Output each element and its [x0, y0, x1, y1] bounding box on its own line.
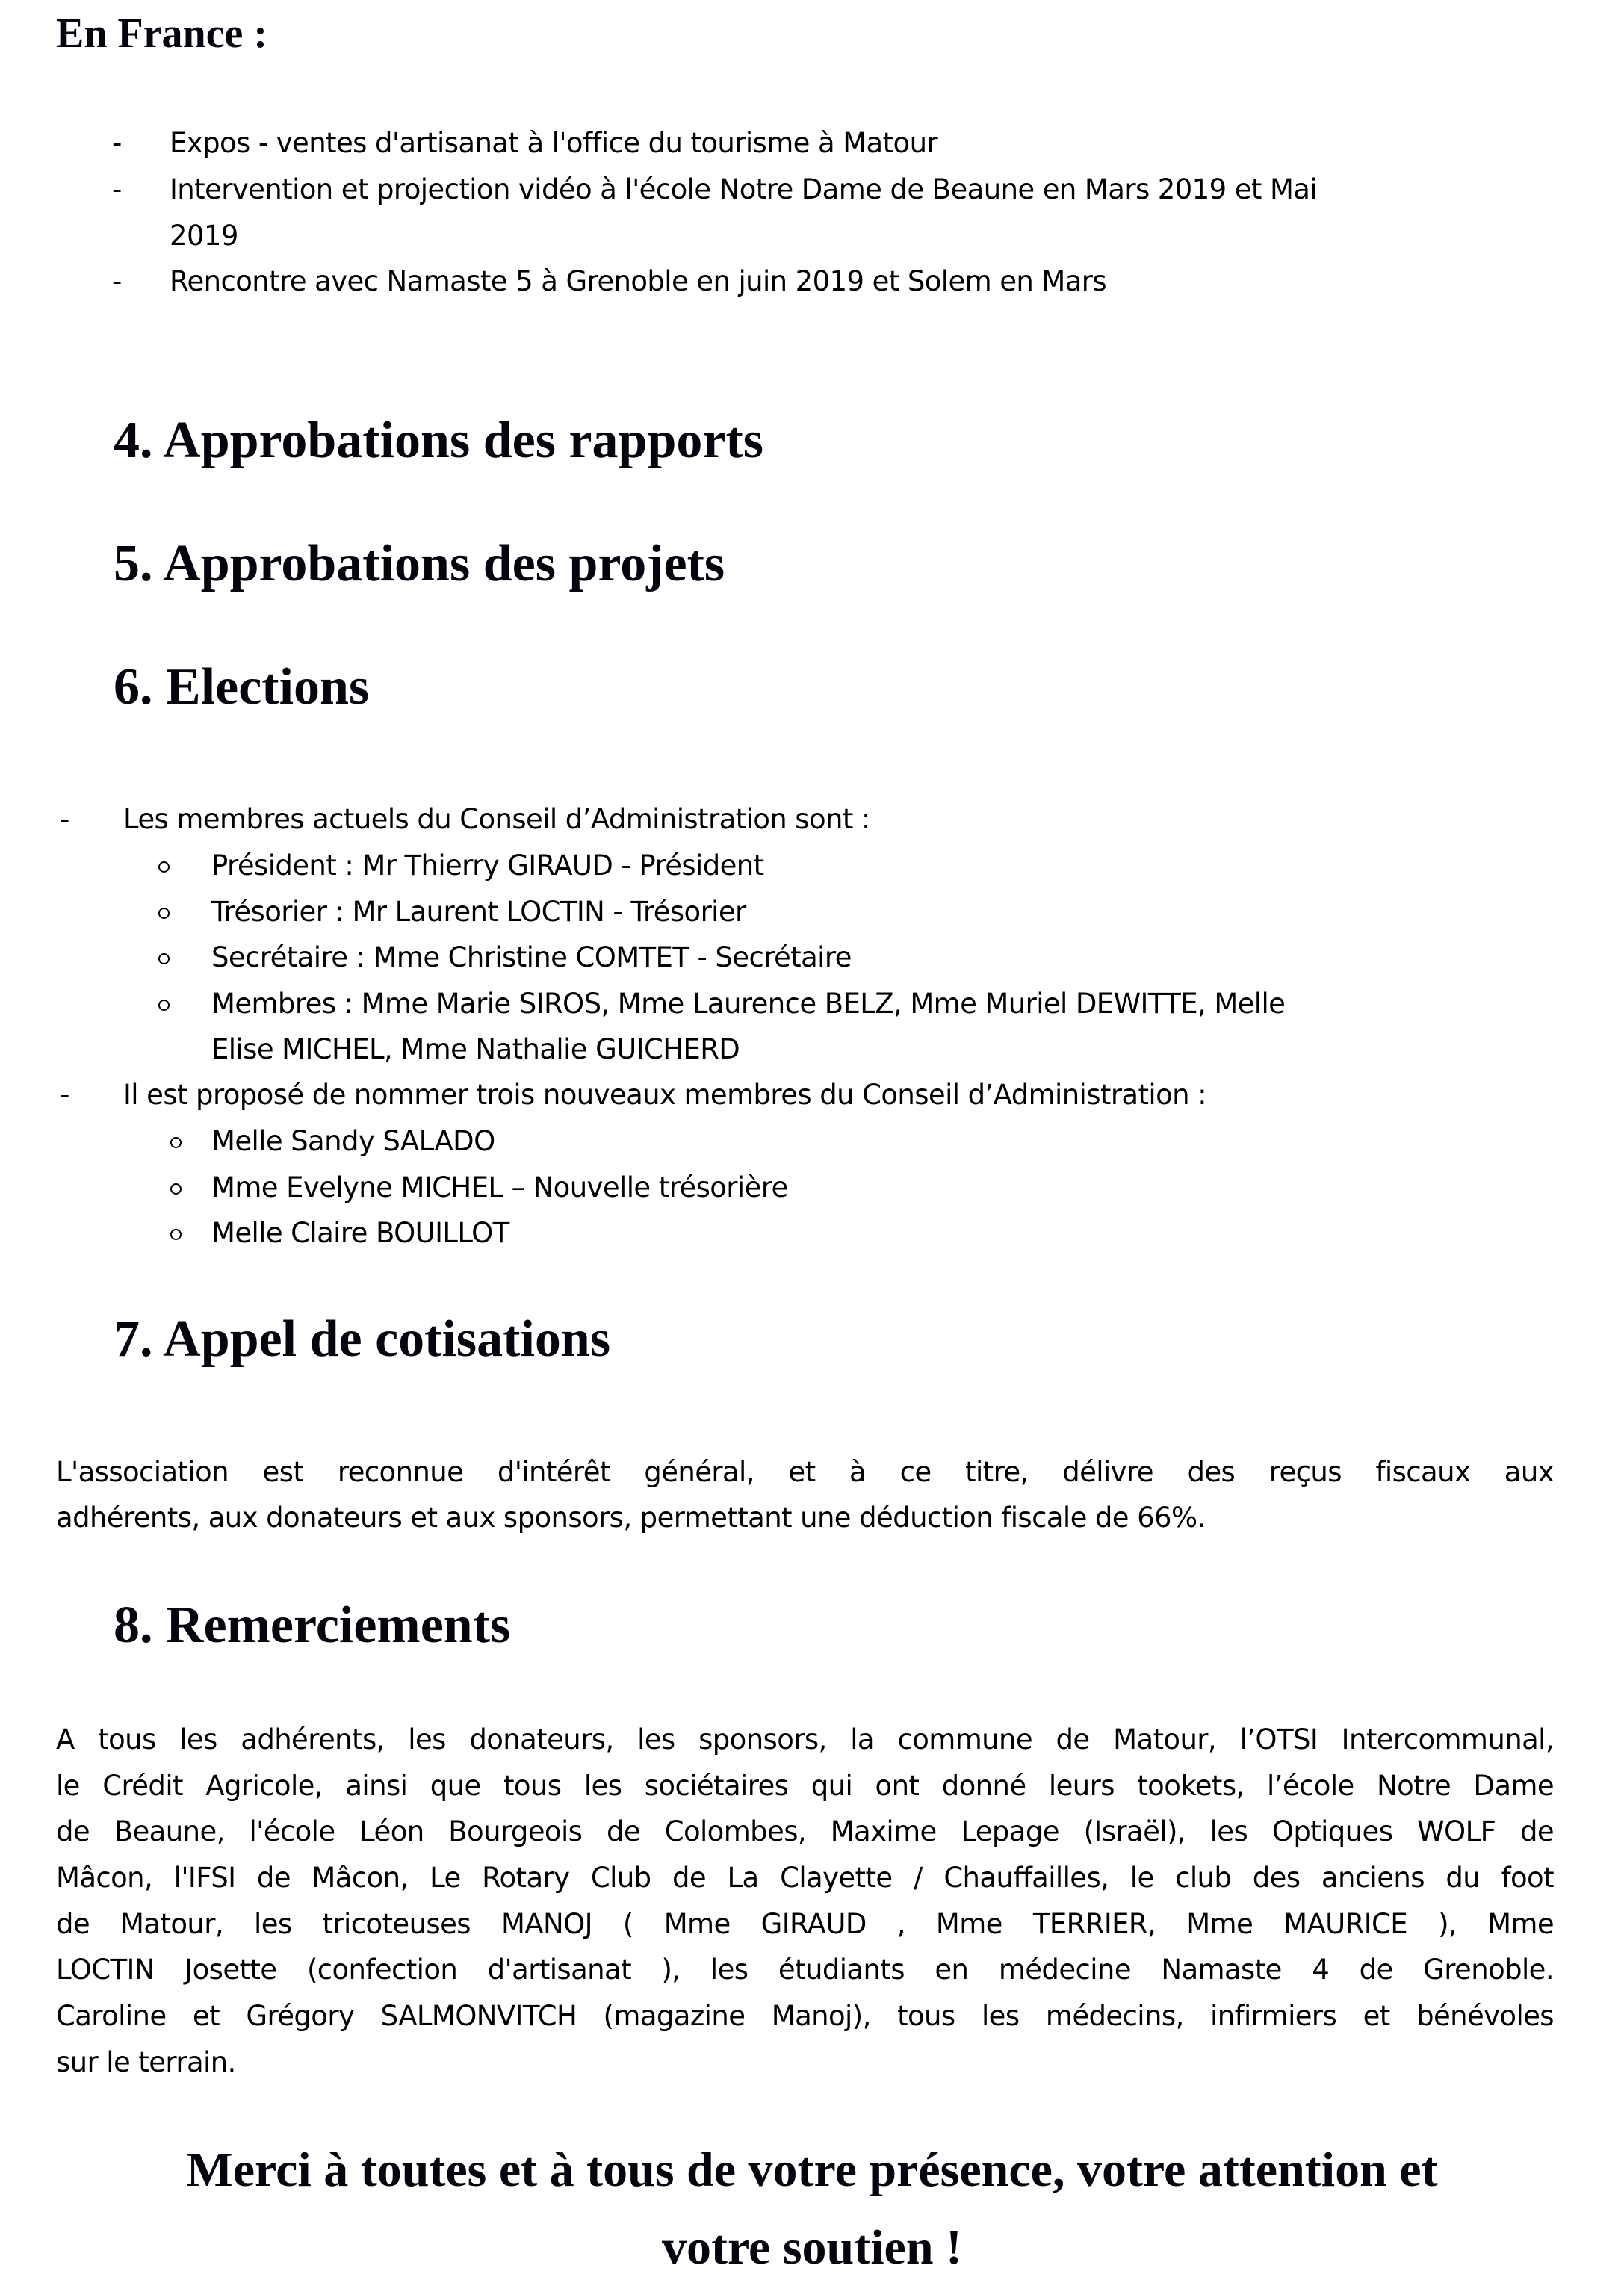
- paragraph-line: le Crédit Agricole, ainsi que tous les sociétaires qui ont donné leurs tookets, l’école Notre Dame: [56, 1772, 1554, 1802]
- paragraph-line: Caroline et Grégory SALMONVITCH (magazine Manoj), tous les médecins, infirmiers et bénévoles: [56, 2002, 1554, 2032]
- paragraph-line: Mâcon, l'IFSI de Mâcon, Le Rotary Club de La Clayette / Chauffailles, le club des anciens du foot: [56, 1864, 1554, 1894]
- closing-message-line: Merci à toutes et à tous de votre présence, votre attention et: [186, 2143, 1438, 2197]
- circle-bullet-icon: [158, 861, 170, 873]
- circle-bullet-icon: [158, 908, 170, 919]
- circle-bullet-icon: [170, 1183, 182, 1195]
- proposed-members-intro: Il est proposé de nommer trois nouveaux membres du Conseil d’Administration :: [123, 1079, 1207, 1111]
- member-membres: Membres : Mme Marie SIROS, Mme Laurence BELZ, Mme Muriel DEWITTE, Melle: [211, 988, 1286, 1020]
- heading-appel-cotisations: 7. Appel de cotisations: [114, 1310, 611, 1368]
- paragraph-line: de Beaune, l'école Léon Bourgeois de Colombes, Maxime Lepage (Israël), les Optiques WOLF de: [56, 1818, 1554, 1847]
- member-secretaire: Secrétaire : Mme Christine COMTET - Secrétaire: [211, 941, 852, 973]
- dash-bullet-icon: -: [112, 173, 123, 205]
- circle-bullet-icon: [170, 1137, 182, 1148]
- paragraph-line: sur le terrain.: [56, 2046, 236, 2078]
- proposed-member: Melle Sandy SALADO: [211, 1125, 495, 1157]
- circle-bullet-icon: [158, 1000, 170, 1011]
- proposed-member: Mme Evelyne MICHEL – Nouvelle trésorière: [211, 1171, 788, 1204]
- list-item-continuation: 2019: [170, 220, 238, 252]
- heading-approbations-projets: 5. Approbations des projets: [114, 535, 725, 592]
- dash-bullet-icon: -: [60, 1079, 70, 1111]
- paragraph-line: LOCTIN Josette (confection d'artisanat ), les étudiants en médecine Namaste 4 de Grenoble.: [56, 1956, 1554, 1986]
- member-tresorier: Trésorier : Mr Laurent LOCTIN - Trésorier: [211, 896, 746, 928]
- dash-bullet-icon: -: [112, 265, 123, 297]
- dash-bullet-icon: -: [60, 803, 70, 835]
- dash-bullet-icon: -: [112, 127, 123, 159]
- current-members-intro: Les membres actuels du Conseil d’Administration sont :: [123, 803, 870, 835]
- paragraph-line: adhérents, aux donateurs et aux sponsors, permettant une déduction fiscale de 66%.: [56, 1502, 1206, 1534]
- member-president: Président : Mr Thierry GIRAUD - Président: [211, 849, 764, 882]
- list-item: Rencontre avec Namaste 5 à Grenoble en juin 2019 et Solem en Mars: [170, 265, 1107, 297]
- heading-remerciements: 8. Remerciements: [114, 1596, 511, 1654]
- heading-approbations-rapports: 4. Approbations des rapports: [114, 412, 764, 469]
- paragraph-line: L'association est reconnue d'intérêt général, et à ce titre, délivre des reçus fiscaux aux: [56, 1458, 1554, 1488]
- heading-elections: 6. Elections: [114, 658, 370, 716]
- paragraph-line: A tous les adhérents, les donateurs, les sponsors, la commune de Matour, l’OTSI Intercommunal,: [56, 1726, 1554, 1756]
- paragraph-line: de Matour, les tricoteuses MANOJ ( Mme GIRAUD , Mme TERRIER, Mme MAURICE ), Mme: [56, 1910, 1554, 1940]
- circle-bullet-icon: [158, 953, 170, 964]
- list-item: Intervention et projection vidéo à l'école Notre Dame de Beaune en Mars 2019 et Mai: [170, 173, 1318, 205]
- member-membres-continuation: Elise MICHEL, Mme Nathalie GUICHERD: [211, 1033, 740, 1065]
- list-item: Expos - ventes d'artisanat à l'office du tourisme à Matour: [170, 127, 938, 159]
- circle-bullet-icon: [170, 1229, 182, 1240]
- closing-message-line: votre soutien !: [661, 2220, 963, 2275]
- proposed-member: Melle Claire BOUILLOT: [211, 1217, 509, 1249]
- section-title-en-france: En France :: [56, 10, 268, 57]
